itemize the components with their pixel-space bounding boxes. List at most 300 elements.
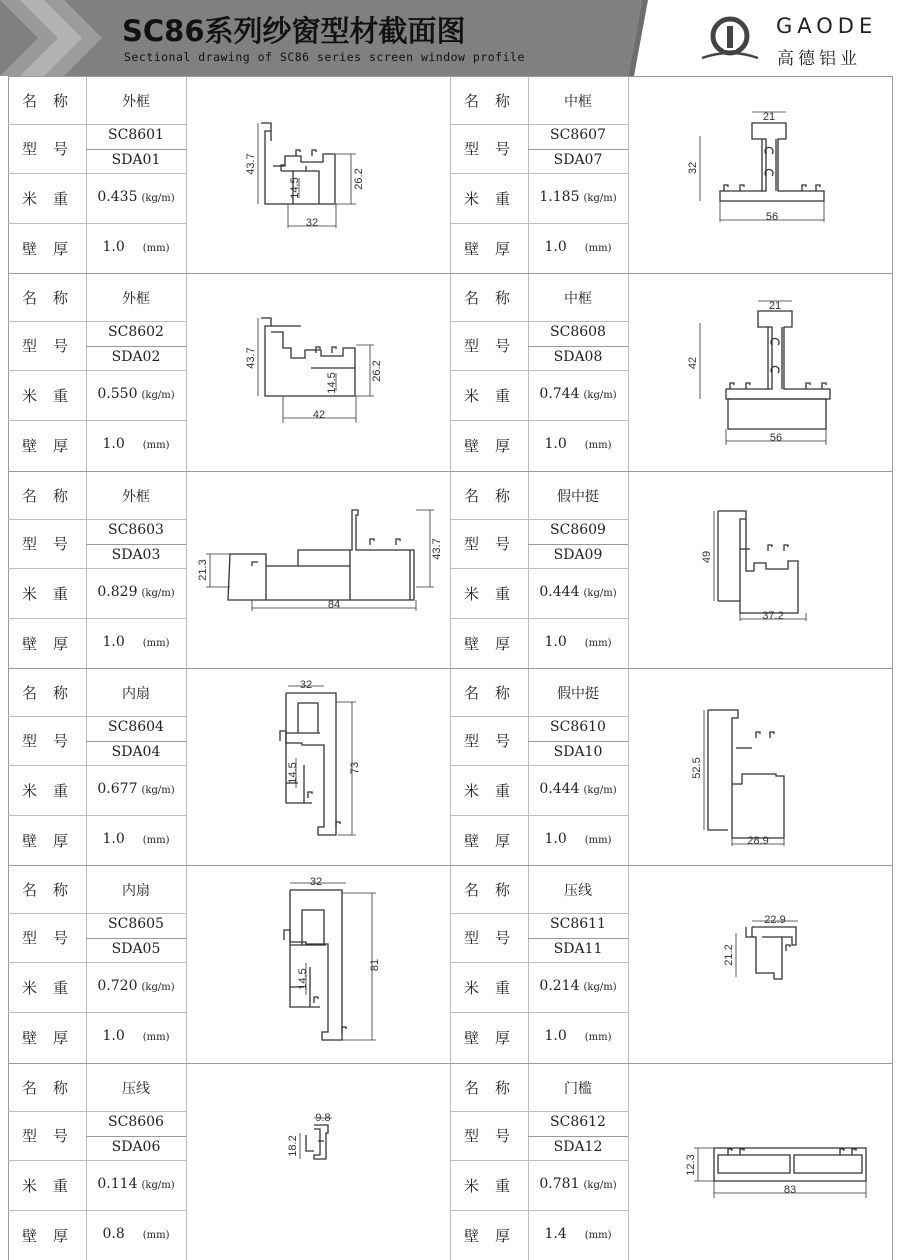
cell-divider	[450, 370, 628, 371]
profile-code: SC8612	[550, 1113, 606, 1130]
label-name: 名称	[464, 486, 527, 505]
profile-sub-code: SDA10	[553, 743, 603, 760]
cell-divider	[8, 568, 186, 569]
profile-weight	[86, 781, 186, 797]
profile-hook	[740, 1149, 744, 1155]
label-thickness: 壁厚	[22, 831, 85, 850]
thickness-value: 1.0	[544, 436, 567, 453]
profile-hook	[740, 185, 744, 191]
profile-drawing-SC8611	[628, 865, 892, 1062]
dimension-label: 52.5	[691, 757, 703, 779]
profile-sub-code: SDA05	[111, 941, 161, 958]
label-thickness: 壁厚	[464, 1029, 527, 1048]
dimension-label: 32	[299, 678, 313, 691]
cell-divider	[450, 815, 628, 816]
weight-value: 0.677	[97, 780, 138, 797]
profile-name: 中框	[564, 291, 592, 308]
profile-thickness	[86, 1226, 186, 1242]
weight-unit: (kg/m)	[583, 193, 617, 204]
cell-divider	[8, 765, 186, 766]
model-split-line	[528, 544, 628, 545]
thickness-value: 1.0	[102, 830, 125, 847]
model-split-line	[86, 1136, 186, 1137]
weight-unit: (kg/m)	[141, 193, 175, 204]
cell-divider	[450, 618, 628, 619]
weight-unit: (kg/m)	[141, 390, 175, 402]
dimension-label: 49	[701, 550, 713, 563]
thickness-unit: (mm)	[142, 1032, 170, 1044]
label-thickness: 壁厚	[464, 634, 527, 653]
label-weight: 米重	[22, 1176, 85, 1195]
profile-drawing-SC8603	[186, 471, 450, 668]
model-split-line	[528, 149, 628, 150]
profile-hook	[784, 545, 788, 551]
profile-hook	[802, 185, 806, 191]
cell-divider	[450, 321, 628, 322]
model-split-line	[86, 149, 186, 150]
cell-divider	[8, 1111, 186, 1112]
dimension-label: 14.5	[297, 968, 309, 990]
profile-code: SC8611	[550, 916, 606, 933]
dimension-label: 42	[687, 357, 699, 370]
model-split-line	[528, 938, 628, 939]
dimension-label: 84	[327, 598, 341, 611]
cell-divider	[8, 321, 186, 322]
cell-divider	[8, 1012, 186, 1013]
profile-drawing-SC8604	[186, 668, 450, 865]
weight-value: 0.214	[539, 978, 580, 995]
thickness-value: 1.0	[544, 1028, 567, 1045]
profile-name: 假中挺	[557, 488, 599, 505]
label-model: 型号	[22, 929, 85, 948]
weight-unit: (kg/m)	[583, 1179, 617, 1191]
profile-hook	[370, 539, 374, 545]
label-name: 名称	[464, 881, 527, 900]
profile-hook	[852, 1149, 856, 1155]
profile-hook	[822, 383, 826, 389]
profile-name: 压线	[564, 883, 592, 900]
model-split-line	[86, 741, 186, 742]
thickness-value: 1.0	[544, 633, 567, 650]
label-thickness: 壁厚	[22, 634, 85, 653]
weight-unit: (kg/m)	[583, 587, 617, 599]
dimension-label: 12.3	[685, 1153, 697, 1176]
label-weight: 米重	[464, 584, 527, 603]
profile-code: SC8609	[550, 521, 606, 538]
dimension-label: 81	[369, 959, 381, 972]
profile-thickness	[86, 436, 186, 452]
cell-divider	[450, 568, 628, 569]
profile-outline	[286, 693, 320, 733]
label-model: 型号	[464, 731, 527, 750]
profile-weight	[86, 584, 186, 600]
dimension-label: 21	[762, 111, 776, 123]
profile-hook	[724, 185, 728, 191]
thickness-unit: (mm)	[142, 637, 170, 649]
dimension-label: 26.2	[371, 360, 383, 383]
profile-sub-code: SDA11	[553, 941, 603, 958]
profile-outline	[726, 311, 830, 399]
thickness-unit: (mm)	[584, 440, 612, 452]
profile-sub-code: SDA08	[553, 349, 603, 366]
profile-weight	[528, 386, 628, 402]
profile-table	[8, 76, 892, 1260]
label-model: 型号	[464, 1126, 527, 1145]
weight-unit: (kg/m)	[583, 982, 617, 994]
profile-sub-code: SDA09	[553, 546, 603, 563]
label-thickness: 壁厚	[22, 1029, 85, 1048]
profile-hook	[730, 383, 734, 389]
profile-hook	[312, 150, 316, 156]
dimension-label: 43.7	[245, 153, 257, 175]
cell-divider	[450, 1160, 628, 1161]
dimension-label: 37.2	[762, 609, 784, 622]
profile-hook	[786, 945, 790, 951]
weight-value: 0.550	[97, 386, 138, 403]
profile-code: SC8610	[550, 718, 606, 735]
profile-weight	[528, 978, 628, 994]
profile-weight	[86, 978, 186, 994]
cell-divider	[450, 913, 628, 914]
profile-weight	[528, 1176, 628, 1192]
thickness-unit: (mm)	[142, 1229, 170, 1241]
label-model: 型号	[22, 731, 85, 750]
label-thickness: 壁厚	[22, 240, 85, 258]
profile-code: SC8601	[108, 127, 164, 143]
profile-outline	[768, 327, 782, 389]
profile-sub-code: SDA12	[553, 1138, 603, 1155]
profile-sub-code: SDA06	[111, 1138, 161, 1155]
weight-value: 0.781	[539, 1175, 580, 1192]
table-border	[892, 76, 893, 1260]
profile-sub-code: SDA04	[111, 743, 161, 760]
profile-weight	[528, 584, 628, 600]
profile-code: SC8604	[108, 718, 164, 735]
thickness-unit: (mm)	[142, 834, 170, 846]
cell-divider	[8, 962, 186, 963]
header-banner	[0, 0, 900, 76]
cell-divider	[8, 223, 186, 224]
profile-sub-code: SDA03	[111, 546, 161, 563]
profile-drawing-SC8610	[628, 668, 892, 865]
profile-drawing-SC8609	[628, 471, 892, 668]
weight-unit: (kg/m)	[141, 587, 175, 599]
cell-divider	[450, 716, 628, 717]
profile-drawing-SC8612	[628, 1063, 892, 1260]
cell-divider	[8, 1210, 186, 1211]
cell-divider	[8, 913, 186, 914]
profile-code: SC8606	[108, 1113, 164, 1130]
profile-weight	[86, 1176, 186, 1192]
profile-thickness	[86, 239, 186, 255]
thickness-unit: (mm)	[584, 243, 612, 254]
dimension-label: 42	[312, 409, 326, 422]
profile-hook	[840, 1149, 844, 1155]
cell-divider	[450, 962, 628, 963]
thickness-unit: (mm)	[584, 834, 612, 846]
profile-hook	[336, 822, 340, 828]
profile-hook	[332, 347, 336, 353]
model-split-line	[86, 544, 186, 545]
dimension-label: 28.9	[747, 834, 769, 847]
label-weight: 米重	[464, 781, 527, 800]
weight-unit: (kg/m)	[141, 784, 175, 796]
profile-hook	[770, 732, 774, 738]
profile-weight	[528, 781, 628, 797]
label-weight: 米重	[22, 781, 85, 800]
profile-weight	[528, 189, 628, 205]
profile-outline	[718, 1155, 862, 1173]
dimension-label: 32	[687, 161, 699, 175]
profile-name: 外框	[122, 291, 150, 308]
profile-weight	[86, 386, 186, 402]
cell-divider	[450, 223, 628, 224]
profile-hook	[308, 792, 312, 798]
profile-outline	[718, 511, 798, 613]
cell-divider	[8, 1160, 186, 1161]
profile-name: 压线	[122, 1080, 150, 1097]
profile-hook	[342, 1027, 346, 1033]
brand-name-english: GAODE	[776, 14, 878, 38]
dimension-label: 14.5	[287, 762, 299, 784]
profile-hook	[296, 150, 300, 156]
profile-thickness	[86, 634, 186, 650]
dimension-label: 73	[349, 761, 361, 775]
weight-value: 0.114	[97, 1175, 138, 1192]
profile-thickness	[86, 831, 186, 847]
thickness-value: 1.0	[544, 830, 567, 847]
profile-hook	[768, 545, 772, 551]
weight-value: 0.444	[539, 583, 580, 600]
profile-outline	[252, 562, 258, 566]
profile-name: 门槛	[564, 1080, 592, 1097]
cell-divider	[450, 1111, 628, 1112]
cell-divider	[450, 1012, 628, 1013]
profile-code: SC8605	[108, 916, 164, 933]
profile-outline	[720, 123, 824, 201]
label-thickness: 壁厚	[464, 240, 527, 258]
thickness-unit: (mm)	[142, 440, 170, 452]
label-name: 名称	[464, 289, 527, 308]
model-split-line	[528, 741, 628, 742]
dimension-label: 56	[769, 432, 783, 445]
dimension-label: 26.2	[353, 168, 365, 190]
dimension-label: 83	[783, 1183, 797, 1196]
brand-name-chinese: 高德铝业	[777, 49, 861, 69]
cell-divider	[8, 124, 186, 125]
dimension-label: 56	[765, 211, 779, 223]
weight-value: 0.444	[539, 780, 580, 797]
profile-thickness	[528, 1226, 628, 1242]
label-model: 型号	[464, 929, 527, 948]
weight-value: 1.185	[539, 189, 580, 205]
profile-name: 内扇	[122, 685, 150, 702]
profile-name: 外框	[122, 488, 150, 505]
dimension-label: 14.5	[326, 372, 338, 395]
profile-thickness	[528, 634, 628, 650]
profile-sub-code: SDA07	[553, 152, 603, 168]
weight-value: 0.720	[97, 978, 138, 995]
profile-code: SC8603	[108, 521, 164, 538]
profile-outline	[298, 550, 410, 600]
dimension-label: 32	[305, 217, 319, 229]
profile-name: 内扇	[122, 883, 150, 900]
thickness-value: 1.0	[544, 239, 567, 255]
cell-divider	[8, 716, 186, 717]
cell-divider	[8, 519, 186, 520]
profile-sub-code: SDA02	[111, 349, 161, 366]
weight-unit: (kg/m)	[141, 982, 175, 994]
profile-outline	[728, 399, 826, 429]
label-model: 型号	[464, 534, 527, 553]
profile-name: 外框	[122, 94, 150, 110]
cell-divider	[450, 1210, 628, 1211]
cell-divider	[450, 420, 628, 421]
label-thickness: 壁厚	[22, 437, 85, 456]
model-split-line	[86, 346, 186, 347]
dimension-label: 21	[768, 300, 782, 313]
profile-name: 中框	[564, 94, 592, 110]
thickness-value: 0.8	[102, 1225, 125, 1242]
dimension-label: 22.9	[764, 914, 786, 927]
profile-thickness	[528, 436, 628, 452]
label-thickness: 壁厚	[464, 1226, 527, 1245]
label-thickness: 壁厚	[22, 1226, 85, 1245]
cell-divider	[8, 173, 186, 174]
thickness-value: 1.0	[102, 633, 125, 650]
cell-divider	[8, 370, 186, 371]
page-subtitle: Sectional drawing of SC86 series screen window profile	[124, 50, 525, 64]
profile-outline	[228, 510, 414, 600]
label-weight: 米重	[464, 1176, 527, 1195]
profile-code: SC8602	[108, 324, 164, 341]
label-model: 型号	[22, 534, 85, 553]
label-weight: 米重	[22, 979, 85, 998]
profile-hook	[728, 1149, 732, 1155]
label-name: 名称	[22, 881, 85, 900]
dimension-label: 9.8	[315, 1111, 331, 1124]
gaode-logo-icon	[700, 14, 760, 64]
profile-hook	[816, 185, 820, 191]
label-weight: 米重	[22, 190, 85, 208]
profile-outline	[284, 890, 342, 1040]
dimension-label: 21.3	[197, 558, 209, 581]
weight-value: 0.744	[539, 386, 580, 403]
profile-thickness	[528, 1028, 628, 1044]
weight-unit: (kg/m)	[141, 1179, 175, 1191]
profile-sub-code: SDA01	[111, 152, 161, 168]
profile-outline	[306, 1125, 328, 1159]
profile-hook	[746, 383, 750, 389]
cell-divider	[450, 765, 628, 766]
weight-unit: (kg/m)	[583, 784, 617, 796]
label-name: 名称	[22, 289, 85, 308]
profile-name: 假中挺	[557, 685, 599, 702]
profile-thickness	[528, 239, 628, 255]
profile-hook	[806, 383, 810, 389]
profile-drawing-SC8602	[186, 273, 450, 470]
dimension-label: 21.2	[723, 944, 735, 966]
cell-divider	[450, 519, 628, 520]
profile-hook	[396, 539, 400, 545]
cell-divider	[8, 618, 186, 619]
thickness-unit: (mm)	[142, 243, 170, 254]
profile-outline	[290, 890, 326, 945]
profile-drawing-SC8606	[186, 1063, 450, 1260]
thickness-value: 1.0	[102, 436, 125, 453]
profile-outline	[708, 710, 784, 838]
label-name: 名称	[464, 92, 527, 110]
model-split-line	[86, 938, 186, 939]
profile-hook	[314, 997, 318, 1003]
profile-drawing-SC8607	[628, 76, 892, 273]
dimension-label: 32	[309, 876, 323, 889]
weight-value: 0.435	[97, 189, 138, 205]
label-weight: 米重	[464, 979, 527, 998]
profile-drawing-SC8605	[186, 865, 450, 1062]
weight-value: 0.829	[97, 583, 138, 600]
label-model: 型号	[464, 140, 527, 158]
label-weight: 米重	[464, 190, 527, 208]
profile-code: SC8607	[550, 127, 606, 143]
profile-weight	[86, 189, 186, 205]
profile-drawing-SC8608	[628, 273, 892, 470]
page-title: SC86系列纱窗型材截面图	[122, 14, 466, 48]
label-thickness: 壁厚	[464, 437, 527, 456]
dimension-label: 18.2	[287, 1134, 299, 1157]
thickness-value: 1.0	[102, 239, 125, 255]
label-model: 型号	[22, 140, 85, 158]
profile-code: SC8608	[550, 324, 606, 341]
profile-thickness	[86, 1028, 186, 1044]
cell-divider	[450, 173, 628, 174]
cell-divider	[8, 815, 186, 816]
profile-outline	[261, 318, 355, 396]
dimension-label: 43.7	[431, 537, 443, 560]
thickness-unit: (mm)	[584, 1032, 612, 1044]
chevron-decoration-icon	[0, 0, 140, 76]
label-name: 名称	[22, 683, 85, 702]
label-name: 名称	[464, 683, 527, 702]
cell-divider	[8, 420, 186, 421]
label-name: 名称	[22, 1078, 85, 1097]
profile-drawing-SC8601	[186, 76, 450, 273]
label-weight: 米重	[22, 387, 85, 406]
thickness-unit: (mm)	[584, 637, 612, 649]
thickness-value: 1.4	[544, 1225, 567, 1242]
label-thickness: 壁厚	[464, 831, 527, 850]
label-weight: 米重	[22, 584, 85, 603]
thickness-unit: (mm)	[584, 1229, 612, 1241]
label-name: 名称	[22, 92, 85, 110]
thickness-value: 1.0	[102, 1028, 125, 1045]
label-model: 型号	[22, 337, 85, 356]
dimension-label: 43.7	[245, 347, 257, 370]
cell-divider	[450, 124, 628, 125]
profile-thickness	[528, 831, 628, 847]
label-name: 名称	[464, 1078, 527, 1097]
label-model: 型号	[464, 337, 527, 356]
model-split-line	[528, 1136, 628, 1137]
model-split-line	[528, 346, 628, 347]
label-name: 名称	[22, 486, 85, 505]
profile-hook	[756, 732, 760, 738]
label-weight: 米重	[464, 387, 527, 406]
dimension-label: 14.5	[289, 177, 301, 199]
weight-unit: (kg/m)	[583, 390, 617, 402]
label-model: 型号	[22, 1126, 85, 1145]
profile-outline	[746, 927, 796, 979]
